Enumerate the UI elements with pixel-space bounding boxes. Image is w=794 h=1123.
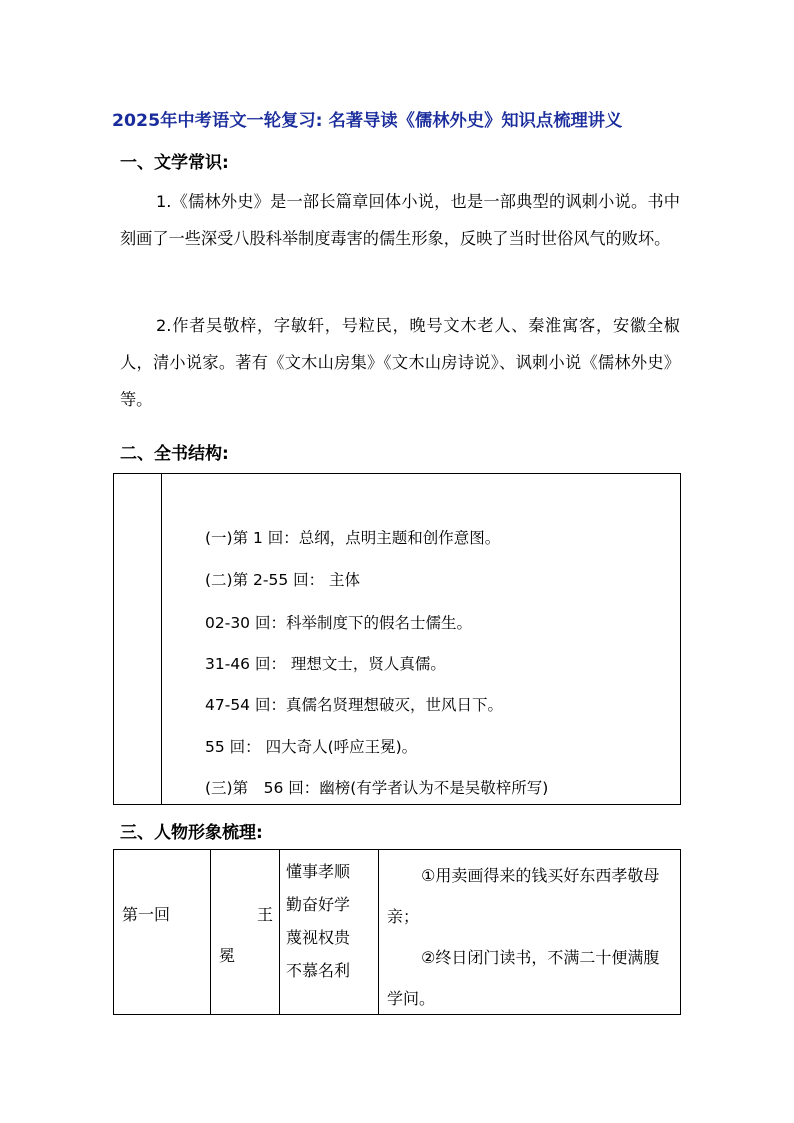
character-table bbox=[113, 849, 681, 1015]
section-heading-characters: 三、人物形象梳理: bbox=[120, 823, 263, 843]
document-title: 2025年中考语文一轮复习: 名著导读《儒林外史》知识点梳理讲义 bbox=[112, 111, 623, 131]
structure-line: (一)第 1 回：总纲，点明主题和创作意图。 bbox=[205, 529, 501, 547]
trait: 蔑视权贵 bbox=[286, 928, 351, 947]
trait: 勤奋好学 bbox=[286, 895, 351, 914]
character-name-cell bbox=[211, 850, 280, 1015]
character-name-part1: 王 bbox=[256, 905, 273, 924]
paragraph-2: 2.作者吴敬梓，字敏轩，号粒民，晚号文木老人、秦淮寓客，安徽全椒人，清小说家。著有《文木山房集》《文木山房诗说》、讽刺小说《儒林外史》等。 bbox=[120, 316, 680, 409]
event-1: ①用卖画得来的钱买好东西孝敬母亲； bbox=[387, 866, 660, 926]
structure-line: (三)第 56 回：幽榜(有学者认为不是吴敬梓所写) bbox=[205, 779, 549, 797]
paragraph-1: 1.《儒林外史》是一部长篇章回体小说，也是一部典型的讽刺小说。书中刻画了一些深受八股科举制度毒害的儒生形象，反映了当时世俗风气的败坏。 bbox=[120, 192, 680, 248]
structure-line: 55 回： 四大奇人(呼应王冕)。 bbox=[205, 738, 418, 756]
structure-table bbox=[113, 473, 681, 805]
trait: 懂事孝顺 bbox=[286, 862, 351, 881]
section-heading-structure: 二、全书结构: bbox=[120, 444, 229, 464]
chapter-cell bbox=[114, 850, 211, 1015]
section-heading-literary: 一、文学常识: bbox=[120, 153, 229, 173]
trait: 不慕名利 bbox=[286, 961, 351, 980]
structure-line: 31-46 回： 理想文士，贤人真儒。 bbox=[205, 655, 446, 673]
structure-line: 02-30 回：科举制度下的假名士儒生。 bbox=[205, 614, 472, 632]
event-2: ②终日闭门读书，不满二十便满腹学问。 bbox=[387, 948, 660, 1008]
structure-line: 47-54 回：真儒名贤理想破灭，世风日下。 bbox=[205, 696, 503, 714]
structure-line: (二)第 2-55 回： 主体 bbox=[205, 571, 361, 589]
chapter-label: 第一回 bbox=[122, 905, 171, 924]
traits-cell bbox=[280, 850, 379, 1015]
character-name-part2: 冕 bbox=[219, 946, 236, 965]
structure-table-content-cell bbox=[162, 474, 681, 805]
events-cell bbox=[379, 850, 681, 1015]
structure-table-left-cell bbox=[114, 474, 162, 805]
